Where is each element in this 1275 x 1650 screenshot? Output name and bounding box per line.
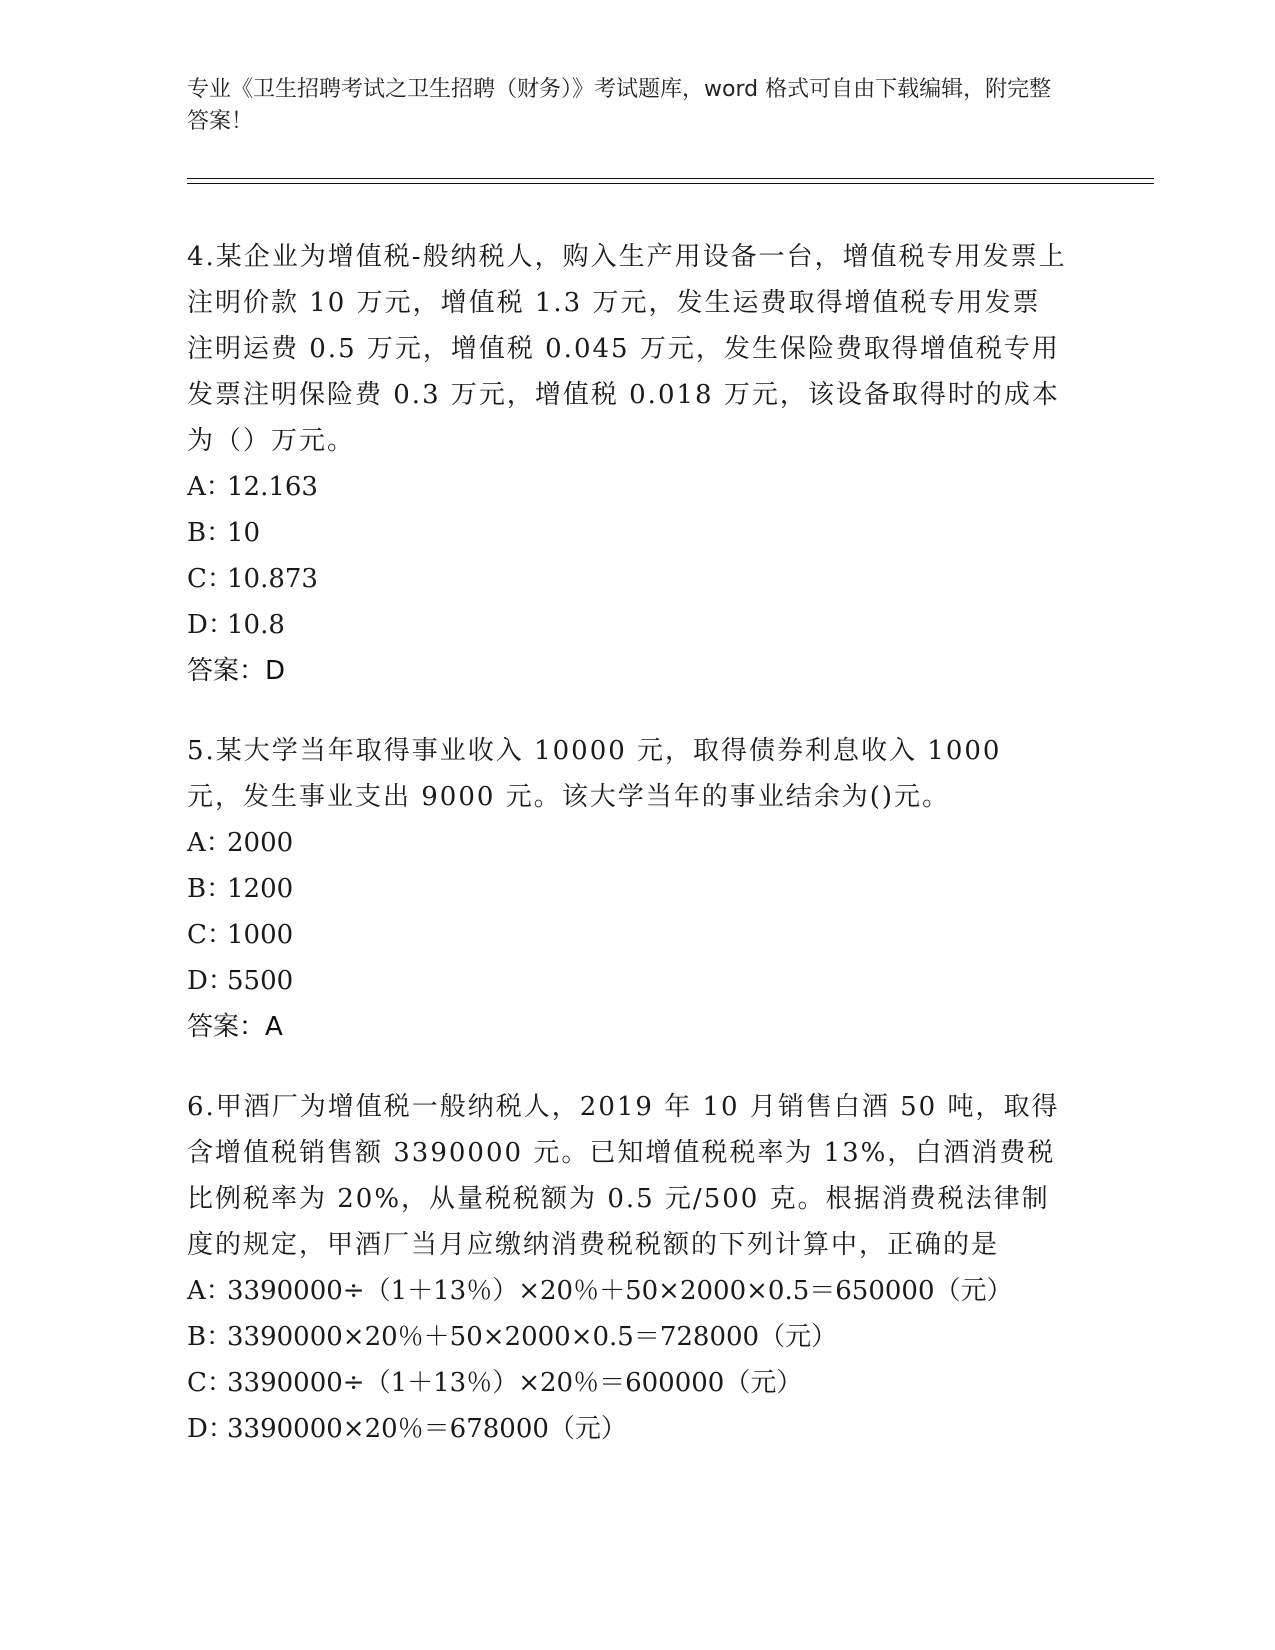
option-text: 3390000÷（1＋13％）×20％＋50×2000×0.5＝650000（元） [227,1276,1013,1306]
option-b [187,866,1067,912]
option-label: C： [187,564,233,594]
question-5 [187,728,1067,1050]
answer-line: 答案：A [187,1012,283,1042]
option-text: 1200 [227,874,294,904]
document-header [187,74,1067,138]
question-stem: 5.某大学当年取得事业收入 10000 元，取得债券利息收入 1000 元，发生事业支出 9000 元。该大学当年的事业结余为()元。 [187,736,1002,812]
option-text: 10.873 [227,564,318,594]
option-text: 10.8 [227,610,285,640]
question-6 [187,1084,1067,1452]
question-stem: 6.甲酒厂为增值税一般纳税人，2019 年 10 月销售白酒 50 吨，取得含增值税销售额 3390000 元。已知增值税税率为 13%，白酒消费税比例税率为 20%，从量税税额为 0.5 元/500 克。根据消费税法律制度的规定，甲酒厂当月应缴纳消费税税额的下列计算中，正确的是 [187,1092,1060,1260]
header-rule-top [187,178,1154,179]
option-text: 3390000×20％＋50×2000×0.5＝728000（元） [227,1322,838,1352]
option-text: 3390000×20％＝678000（元） [227,1414,627,1444]
option-b [187,1314,1067,1360]
option-a [187,1268,1067,1314]
option-c [187,556,1067,602]
option-text: 10 [227,518,261,548]
option-label: D： [187,610,234,640]
option-c [187,1360,1067,1406]
option-d [187,1406,1067,1452]
option-c [187,912,1067,958]
option-label: A： [187,472,232,502]
option-a [187,464,1067,510]
option-d [187,602,1067,648]
option-label: A： [187,828,232,858]
option-d [187,958,1067,1004]
option-label: C： [187,1368,233,1398]
header-rule-bottom [187,183,1154,184]
answer-line: 答案：D [187,656,286,686]
option-label: B： [187,1322,233,1352]
option-text: 2000 [227,828,294,858]
option-text: 12.163 [227,472,318,502]
option-label: C： [187,920,233,950]
option-label: A： [187,1276,232,1306]
option-text: 3390000÷（1＋13％）×20％＝600000（元） [227,1368,803,1398]
option-text: 5500 [227,966,294,996]
question-list [187,234,1067,1486]
option-label: D： [187,966,234,996]
option-a [187,820,1067,866]
option-b [187,510,1067,556]
question-4 [187,234,1067,694]
option-label: B： [187,874,233,904]
option-text: 1000 [227,920,294,950]
option-label: B： [187,518,233,548]
header-intro-text: 专业《卫生招聘考试之卫生招聘（财务）》考试题库，word 格式可自由下载编辑，附完整答案！ [187,77,1052,134]
option-label: D： [187,1414,234,1444]
question-stem: 4.某企业为增值税-般纳税人，购入生产用设备一台，增值税专用发票上注明价款 10 万元，增值税 1.3 万元，发生运费取得增值税专用发票注明运费 0.5 万元，增值税 0.045 万元，发生保险费取得增值税专用发票注明保险费 0.3 万元，增值税 0.018 万元，该设备取得时的成本为（）万元。 [187,242,1067,456]
